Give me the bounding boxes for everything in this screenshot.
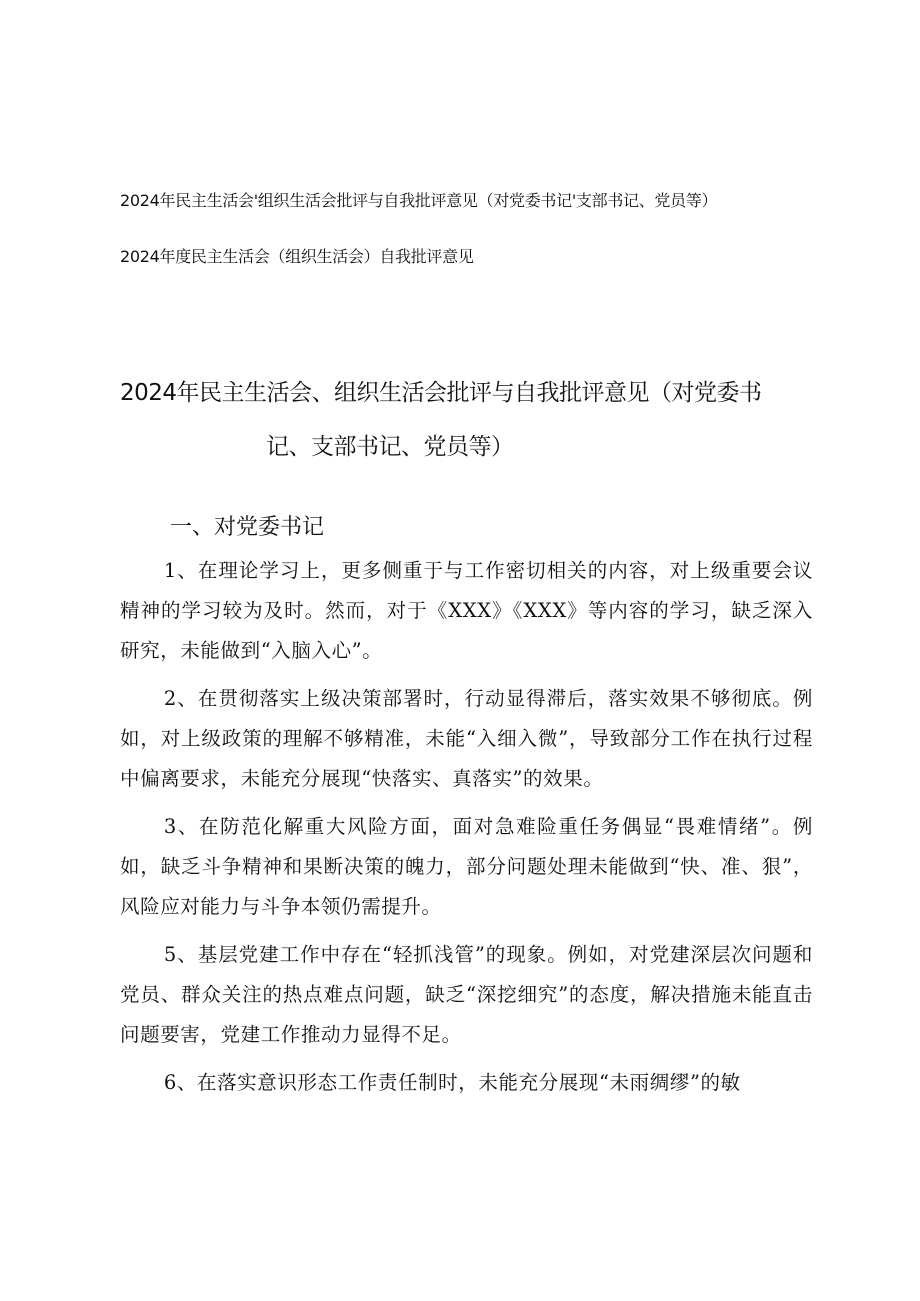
title-line-2: 记、支部书记、党员等）: [266, 434, 514, 460]
paragraph: 1、在理论学习上，更多侧重于与工作密切相关的内容，对上级重要会议精神的学习较为及时。然而，对于《XXX》《XXX》等内容的学习，缺乏深入研究，未能做到“入脑入心”。: [120, 559, 813, 662]
paragraph: 6、在落实意识形态工作责任制时，未能充分展现“未雨绸缪”的敏: [163, 1071, 741, 1094]
document-title: [120, 366, 800, 474]
body-text: [120, 551, 813, 1111]
title-line-1: 2024年民主生活会、组织生活会批评与自我批评意见（对党委书: [120, 380, 762, 406]
paragraph: 2、在贯彻落实上级决策部署时，行动显得滞后，落实效果不够彻底。例如，对上级政策的理解不够精准，未能“入细入微”，导致部分工作在执行过程中偏离要求，未能充分展现“快落实、真落实”的效果。: [120, 687, 813, 790]
section-heading: 一、对党委书记: [170, 515, 325, 540]
toc-entry[interactable]: 2024年度民主生活会（组织生活会）自我批评意见: [120, 247, 474, 266]
paragraph: 5、基层党建工作中存在“轻抓浅管”的现象。例如，对党建深层次问题和党员、群众关注的热点难点问题，缺乏“深挖细究”的态度，解决措施未能直击问题要害，党建工作推动力显得不足。: [120, 943, 813, 1046]
toc-entry[interactable]: 2024年民主生活会'组织生活会批评与自我批评意见（对党委书记'支部书记、党员等）: [120, 191, 718, 210]
paragraph: 3、在防范化解重大风险方面，面对急难险重任务偶显“畏难情绪”。例如，缺乏斗争精神和果断决策的魄力，部分问题处理未能做到“快、准、狠”，风险应对能力与斗争本领仍需提升。: [120, 815, 813, 918]
